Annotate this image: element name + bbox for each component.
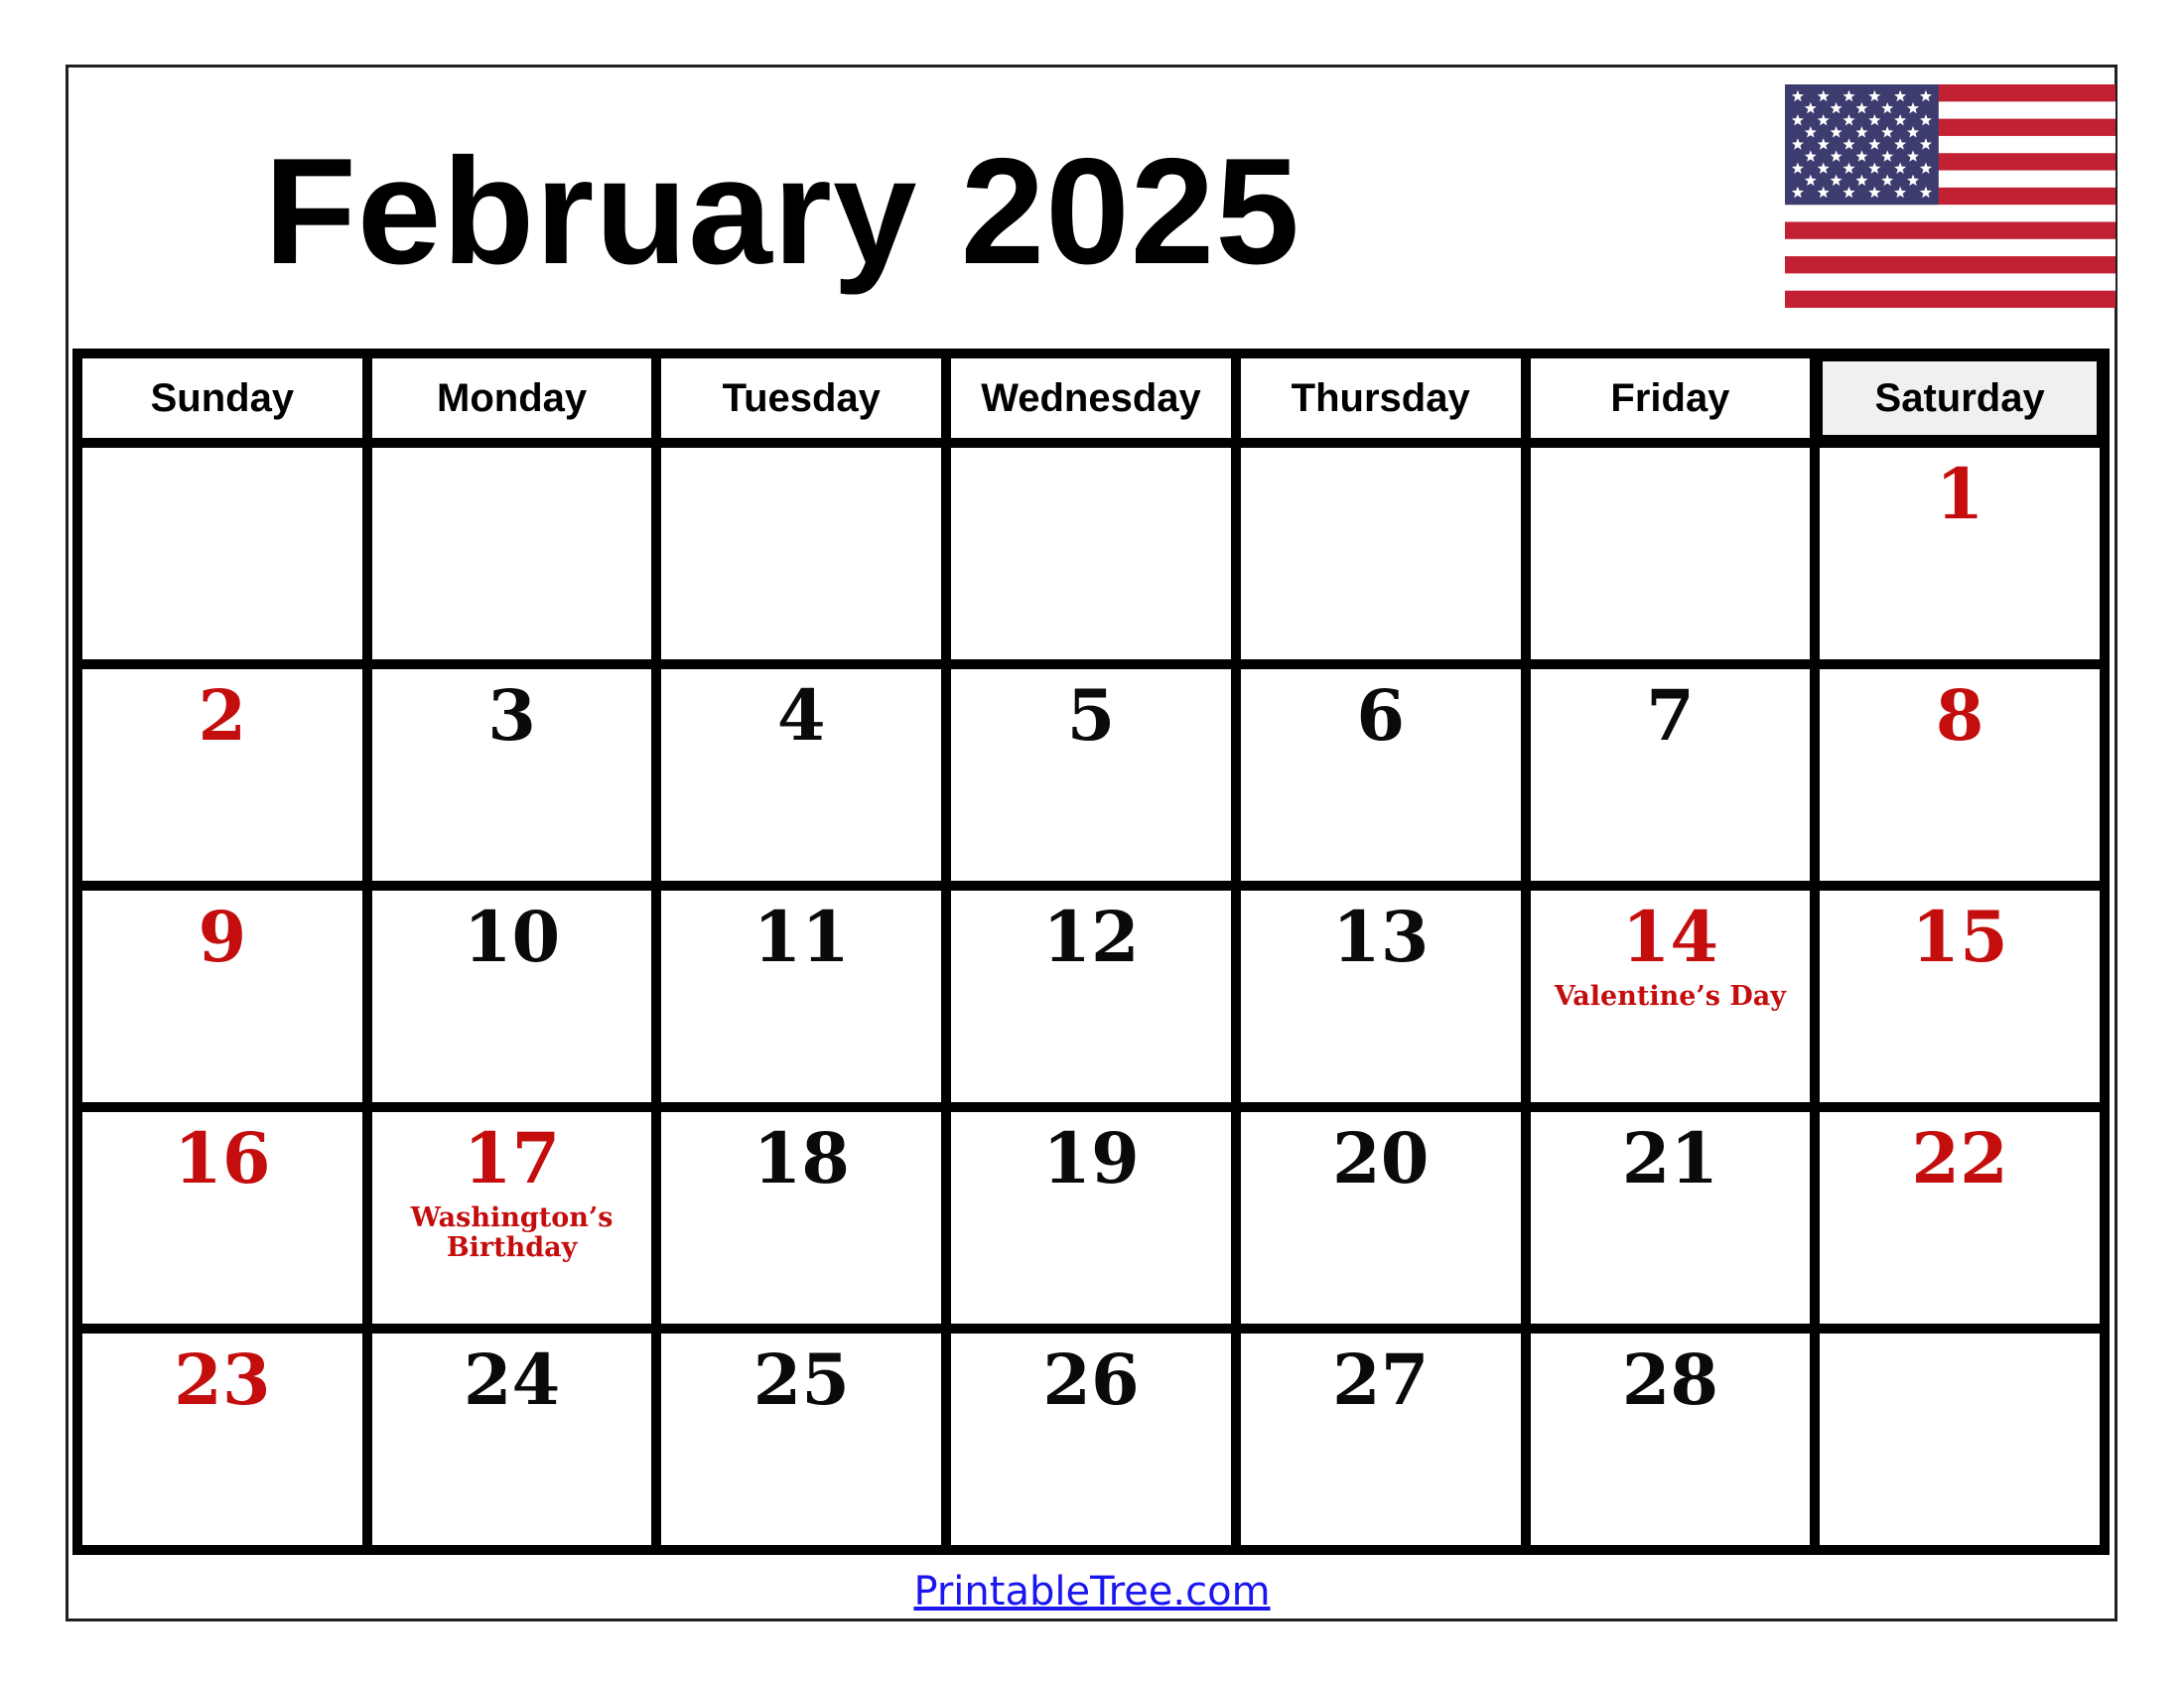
calendar-cell-17: [367, 1107, 657, 1329]
day-number: 18: [752, 1117, 850, 1199]
calendar-cell-empty: [946, 443, 1236, 664]
calendar-cell-16: [77, 1107, 367, 1329]
calendar-cell-22: [1815, 1107, 2105, 1329]
weekday-header-thursday: [1236, 353, 1526, 443]
day-number: 22: [1911, 1117, 2008, 1199]
footer: [0, 1569, 2184, 1615]
calendar-cell-3: [367, 664, 657, 886]
weekday-label: Thursday: [1291, 375, 1470, 420]
day-number: 2: [198, 674, 247, 757]
calendar-cell-20: [1236, 1107, 1526, 1329]
weekday-header-sunday: [77, 353, 367, 443]
calendar-cell-13: [1236, 886, 1526, 1107]
calendar-cell-11: [656, 886, 946, 1107]
calendar-cell-15: [1815, 886, 2105, 1107]
calendar-cell-7: [1526, 664, 1816, 886]
calendar-cell-14: [1526, 886, 1816, 1107]
day-number: 11: [752, 896, 850, 978]
calendar-cell-empty: [367, 443, 657, 664]
calendar-cell-21: [1526, 1107, 1816, 1329]
day-number: 1: [1935, 453, 1984, 535]
calendar-grid: [72, 349, 2110, 1555]
calendar-cell-4: [656, 664, 946, 886]
calendar-cell-5: [946, 664, 1236, 886]
calendar-cell-empty: [77, 443, 367, 664]
calendar-cell-empty: [1236, 443, 1526, 664]
weekday-header-monday: [367, 353, 657, 443]
day-number: 9: [198, 896, 247, 978]
calendar-cell-26: [946, 1329, 1236, 1550]
weekday-header-tuesday: [656, 353, 946, 443]
weekday-label: Saturday: [1874, 375, 2045, 420]
calendar-cell-empty: [656, 443, 946, 664]
footer-link[interactable]: PrintableTree.com: [913, 1569, 1271, 1615]
weekday-label: Sunday: [150, 375, 295, 420]
calendar-cell-28: [1526, 1329, 1816, 1550]
holiday-label: Washington’s Birthday: [410, 1202, 614, 1263]
calendar-cell-25: [656, 1329, 946, 1550]
day-number: 6: [1356, 674, 1406, 757]
calendar-cell-8: [1815, 664, 2105, 886]
calendar-cell-18: [656, 1107, 946, 1329]
day-number: 15: [1911, 896, 2008, 978]
calendar-cell-2: [77, 664, 367, 886]
day-number: 17: [463, 1117, 561, 1199]
weekday-label: Monday: [437, 375, 588, 420]
calendar-cell-23: [77, 1329, 367, 1550]
calendar-cell-12: [946, 886, 1236, 1107]
weekday-label: Tuesday: [722, 375, 881, 420]
calendar-cell-19: [946, 1107, 1236, 1329]
weekday-header-friday: [1526, 353, 1816, 443]
day-number: 10: [463, 896, 561, 978]
us-flag: [1785, 84, 2116, 308]
day-number: 12: [1042, 896, 1140, 978]
day-number: 13: [1331, 896, 1430, 978]
day-number: 7: [1646, 674, 1695, 757]
weekday-header-wednesday: [946, 353, 1236, 443]
day-number: 16: [174, 1117, 271, 1199]
page-title: February 2025: [264, 127, 1300, 296]
weekday-header-saturday: [1815, 353, 2105, 443]
calendar-cell-24: [367, 1329, 657, 1550]
calendar-cell-9: [77, 886, 367, 1107]
day-number: 14: [1621, 896, 1719, 978]
day-number: 19: [1042, 1117, 1140, 1199]
weekday-label: Wednesday: [981, 375, 1201, 420]
day-number: 20: [1331, 1117, 1430, 1199]
day-number: 24: [463, 1338, 561, 1421]
calendar-cell-10: [367, 886, 657, 1107]
day-number: 8: [1935, 674, 1984, 757]
calendar-cell-empty: [1815, 1329, 2105, 1550]
calendar-cell-1: [1815, 443, 2105, 664]
holiday-label: Valentine’s Day: [1554, 981, 1786, 1012]
day-number: 23: [174, 1338, 271, 1421]
day-number: 26: [1042, 1338, 1140, 1421]
day-number: 25: [752, 1338, 850, 1421]
day-number: 28: [1621, 1338, 1719, 1421]
weekday-label: Friday: [1610, 375, 1730, 420]
day-number: 3: [487, 674, 536, 757]
day-number: 4: [776, 674, 826, 757]
us-flag-icon: [1785, 84, 2116, 308]
calendar-cell-empty: [1526, 443, 1816, 664]
calendar-cell-6: [1236, 664, 1526, 886]
calendar-cell-27: [1236, 1329, 1526, 1550]
day-number: 21: [1621, 1117, 1719, 1199]
day-number: 27: [1331, 1338, 1430, 1421]
day-number: 5: [1066, 674, 1116, 757]
